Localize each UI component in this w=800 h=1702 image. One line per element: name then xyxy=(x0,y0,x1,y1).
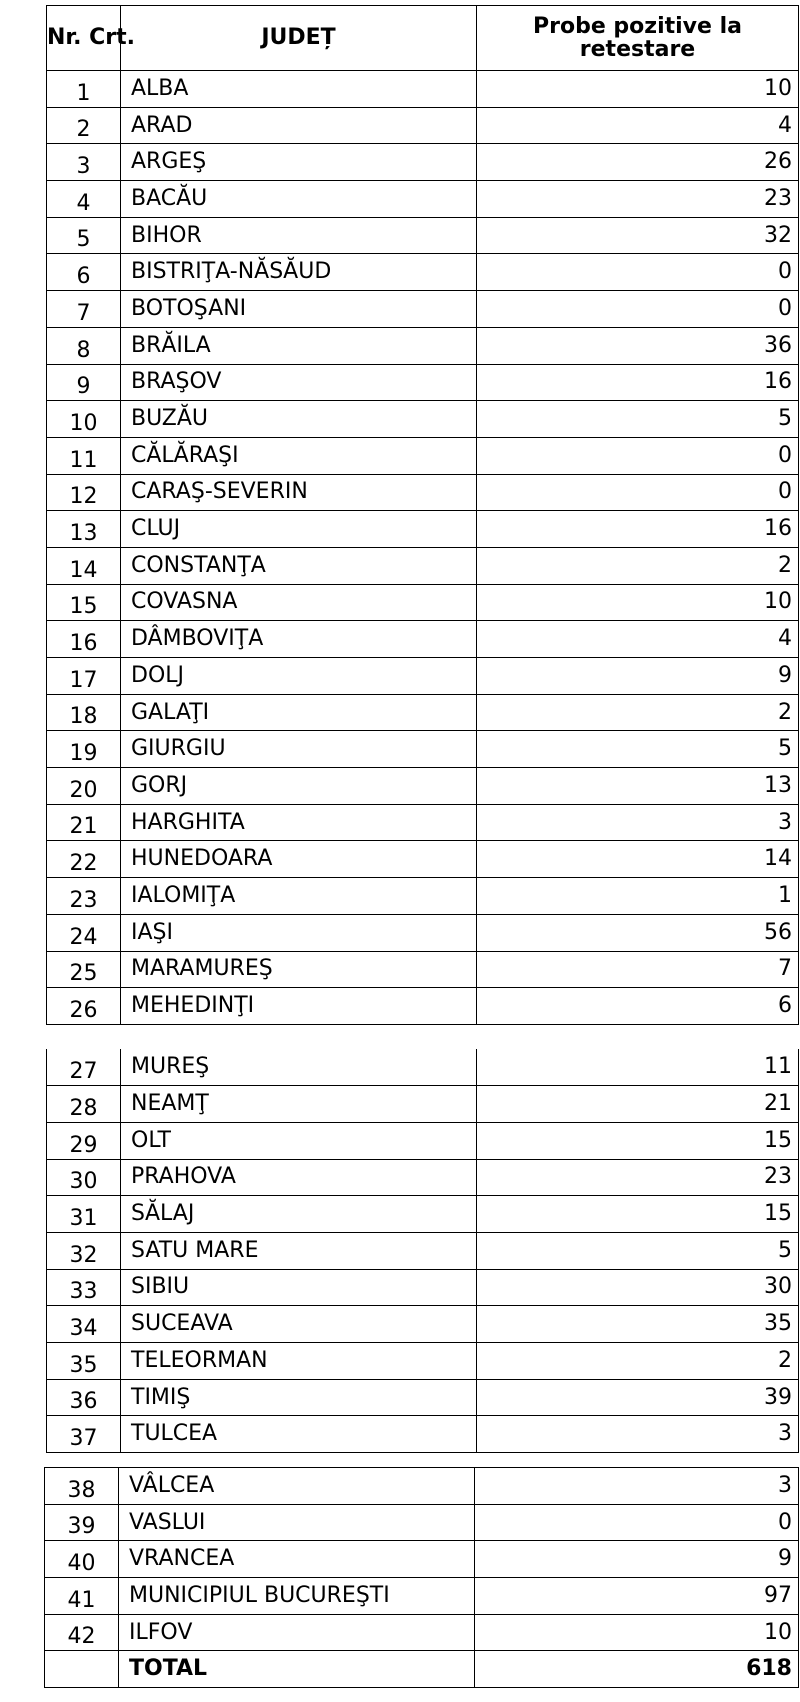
table-row xyxy=(47,291,799,328)
row-number: 2 xyxy=(47,107,121,144)
positive-count: 21 xyxy=(477,1086,799,1123)
table-row xyxy=(47,1416,799,1453)
county-name: BACĂU xyxy=(121,181,477,218)
table-row xyxy=(47,181,799,218)
county-name: TELEORMAN xyxy=(121,1343,477,1380)
positive-count: 5 xyxy=(477,731,799,768)
total-value: 618 xyxy=(475,1651,799,1688)
positive-count: 30 xyxy=(477,1269,799,1306)
county-name: ARGEŞ xyxy=(121,144,477,181)
row-number: 33 xyxy=(47,1269,121,1306)
table-row xyxy=(47,437,799,474)
positive-count: 0 xyxy=(477,291,799,328)
total-nr-cell xyxy=(45,1651,119,1688)
table-row xyxy=(47,1232,799,1269)
row-number: 37 xyxy=(47,1416,121,1453)
positive-count: 10 xyxy=(477,71,799,108)
positive-count: 16 xyxy=(477,364,799,401)
table-row xyxy=(47,658,799,695)
positive-count: 97 xyxy=(475,1578,799,1615)
county-name: BOTOŞANI xyxy=(121,291,477,328)
positive-count: 2 xyxy=(477,694,799,731)
positive-count: 5 xyxy=(477,401,799,438)
positive-count: 23 xyxy=(477,181,799,218)
county-name: BISTRIŢA-NĂSĂUD xyxy=(121,254,477,291)
positive-count: 23 xyxy=(477,1159,799,1196)
positive-count: 15 xyxy=(477,1122,799,1159)
header-nr-crt: Nr. Crt. xyxy=(47,6,121,71)
row-number: 21 xyxy=(47,804,121,841)
row-number: 40 xyxy=(45,1541,119,1578)
county-name: SĂLAJ xyxy=(121,1196,477,1233)
county-name: HARGHITA xyxy=(121,804,477,841)
positive-count: 14 xyxy=(477,841,799,878)
county-name: BUZĂU xyxy=(121,401,477,438)
county-name: OLT xyxy=(121,1122,477,1159)
row-number: 8 xyxy=(47,327,121,364)
table-row xyxy=(47,768,799,805)
county-name: PRAHOVA xyxy=(121,1159,477,1196)
positive-count: 2 xyxy=(477,1343,799,1380)
row-number: 42 xyxy=(45,1614,119,1651)
table-row xyxy=(47,1343,799,1380)
table-row xyxy=(47,364,799,401)
table-row xyxy=(45,1614,799,1651)
positive-count: 10 xyxy=(477,584,799,621)
positive-count: 4 xyxy=(477,621,799,658)
county-name: GIURGIU xyxy=(121,731,477,768)
row-number: 11 xyxy=(47,437,121,474)
table-row xyxy=(47,878,799,915)
header-judet: JUDEȚ xyxy=(121,6,477,71)
county-name: MARAMUREŞ xyxy=(121,951,477,988)
row-number: 24 xyxy=(47,914,121,951)
row-number: 3 xyxy=(47,144,121,181)
row-number: 6 xyxy=(47,254,121,291)
positive-count: 32 xyxy=(477,217,799,254)
positive-count: 15 xyxy=(477,1196,799,1233)
positive-count: 36 xyxy=(477,327,799,364)
table-row xyxy=(47,327,799,364)
row-number: 14 xyxy=(47,547,121,584)
table-row xyxy=(47,1379,799,1416)
row-number: 9 xyxy=(47,364,121,401)
total-label: TOTAL xyxy=(119,1651,475,1688)
positive-count: 7 xyxy=(477,951,799,988)
table-row xyxy=(47,1122,799,1159)
county-name: GALAŢI xyxy=(121,694,477,731)
row-number: 41 xyxy=(45,1578,119,1615)
positive-count: 0 xyxy=(477,474,799,511)
county-name: HUNEDOARA xyxy=(121,841,477,878)
table-row xyxy=(47,694,799,731)
table-row xyxy=(47,1269,799,1306)
row-number: 19 xyxy=(47,731,121,768)
county-name: ILFOV xyxy=(119,1614,475,1651)
table-row xyxy=(47,1306,799,1343)
county-name: SATU MARE xyxy=(121,1232,477,1269)
county-name: BIHOR xyxy=(121,217,477,254)
county-name: MUREŞ xyxy=(121,1049,477,1086)
table-row xyxy=(47,1196,799,1233)
county-name: MEHEDINŢI xyxy=(121,988,477,1025)
table-row xyxy=(47,841,799,878)
table-row xyxy=(47,951,799,988)
county-name: CĂLĂRAŞI xyxy=(121,437,477,474)
county-name: COVASNA xyxy=(121,584,477,621)
county-name: SUCEAVA xyxy=(121,1306,477,1343)
county-name: DÂMBOVIŢA xyxy=(121,621,477,658)
row-number: 39 xyxy=(45,1504,119,1541)
table-row xyxy=(47,107,799,144)
positive-count: 6 xyxy=(477,988,799,1025)
table-row xyxy=(45,1541,799,1578)
positive-count: 4 xyxy=(477,107,799,144)
table-row xyxy=(47,584,799,621)
positive-count: 3 xyxy=(477,1416,799,1453)
positive-count: 10 xyxy=(475,1614,799,1651)
county-name: CARAŞ-SEVERIN xyxy=(121,474,477,511)
positive-count: 16 xyxy=(477,511,799,548)
data-table-part-3 xyxy=(44,1467,799,1688)
table-row xyxy=(47,1086,799,1123)
county-name: GORJ xyxy=(121,768,477,805)
positive-count: 1 xyxy=(477,878,799,915)
row-number: 7 xyxy=(47,291,121,328)
county-name: BRĂILA xyxy=(121,327,477,364)
county-name: TIMIŞ xyxy=(121,1379,477,1416)
county-name: NEAMŢ xyxy=(121,1086,477,1123)
county-name: MUNICIPIUL BUCUREŞTI xyxy=(119,1578,475,1615)
positive-count: 0 xyxy=(477,254,799,291)
row-number: 18 xyxy=(47,694,121,731)
positive-count: 3 xyxy=(477,804,799,841)
row-number: 29 xyxy=(47,1122,121,1159)
row-number: 34 xyxy=(47,1306,121,1343)
table-row xyxy=(47,547,799,584)
county-name: VASLUI xyxy=(119,1504,475,1541)
table-row xyxy=(47,254,799,291)
table-row xyxy=(47,71,799,108)
positive-count: 0 xyxy=(475,1504,799,1541)
county-name: SIBIU xyxy=(121,1269,477,1306)
row-number: 28 xyxy=(47,1086,121,1123)
positive-count: 13 xyxy=(477,768,799,805)
table-row xyxy=(47,144,799,181)
table-row xyxy=(45,1578,799,1615)
table-row xyxy=(47,511,799,548)
row-number: 30 xyxy=(47,1159,121,1196)
row-number: 1 xyxy=(47,71,121,108)
row-number: 32 xyxy=(47,1232,121,1269)
row-number: 15 xyxy=(47,584,121,621)
positive-count: 26 xyxy=(477,144,799,181)
positive-count: 9 xyxy=(477,658,799,695)
table-row xyxy=(45,1468,799,1505)
row-number: 17 xyxy=(47,658,121,695)
row-number: 36 xyxy=(47,1379,121,1416)
county-name: TULCEA xyxy=(121,1416,477,1453)
row-number: 27 xyxy=(47,1049,121,1086)
county-name: BRAŞOV xyxy=(121,364,477,401)
row-number: 13 xyxy=(47,511,121,548)
table-row xyxy=(47,1159,799,1196)
total-row xyxy=(45,1651,799,1688)
row-number: 23 xyxy=(47,878,121,915)
table-row xyxy=(47,217,799,254)
table-row xyxy=(47,804,799,841)
positive-count: 9 xyxy=(475,1541,799,1578)
table-row xyxy=(47,401,799,438)
row-number: 5 xyxy=(47,217,121,254)
table-row xyxy=(47,474,799,511)
row-number: 10 xyxy=(47,401,121,438)
county-name: VRANCEA xyxy=(119,1541,475,1578)
county-name: CONSTANŢA xyxy=(121,547,477,584)
county-name: ARAD xyxy=(121,107,477,144)
positive-count: 2 xyxy=(477,547,799,584)
table-row xyxy=(45,1504,799,1541)
positive-count: 5 xyxy=(477,1232,799,1269)
table-row xyxy=(47,731,799,768)
row-number: 4 xyxy=(47,181,121,218)
county-name: IALOMIŢA xyxy=(121,878,477,915)
row-number: 31 xyxy=(47,1196,121,1233)
table-row xyxy=(47,621,799,658)
table-row xyxy=(47,988,799,1025)
positive-count: 3 xyxy=(475,1468,799,1505)
county-name: DOLJ xyxy=(121,658,477,695)
county-name: VÂLCEA xyxy=(119,1468,475,1505)
table-row xyxy=(47,914,799,951)
row-number: 22 xyxy=(47,841,121,878)
positive-count: 0 xyxy=(477,437,799,474)
table-row xyxy=(47,1049,799,1086)
data-table-part-2 xyxy=(46,1049,799,1453)
row-number: 12 xyxy=(47,474,121,511)
row-number: 26 xyxy=(47,988,121,1025)
county-name: CLUJ xyxy=(121,511,477,548)
positive-count: 56 xyxy=(477,914,799,951)
header-probe-pozitive: Probe pozitive la retestare xyxy=(477,6,799,71)
county-name: ALBA xyxy=(121,71,477,108)
positive-count: 39 xyxy=(477,1379,799,1416)
positive-count: 35 xyxy=(477,1306,799,1343)
row-number: 35 xyxy=(47,1343,121,1380)
county-name: IAŞI xyxy=(121,914,477,951)
positive-count: 11 xyxy=(477,1049,799,1086)
row-number: 25 xyxy=(47,951,121,988)
data-table-part-1 xyxy=(46,5,799,1025)
row-number: 16 xyxy=(47,621,121,658)
row-number: 38 xyxy=(45,1468,119,1505)
row-number: 20 xyxy=(47,768,121,805)
